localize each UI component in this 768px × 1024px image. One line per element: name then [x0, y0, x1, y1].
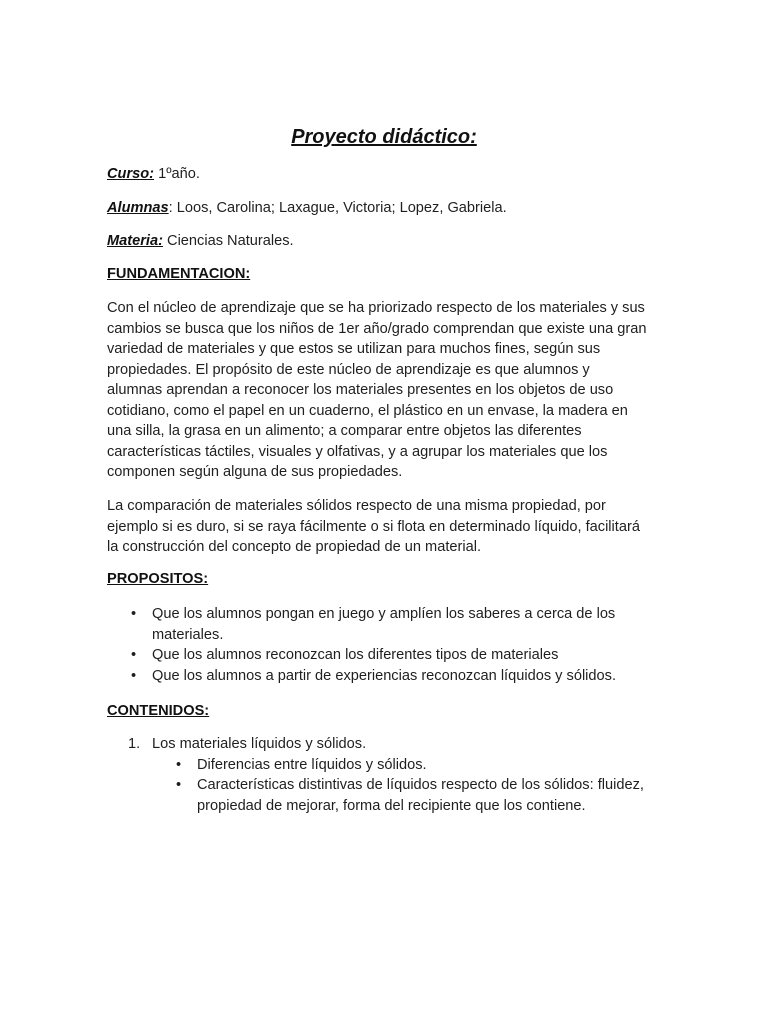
list-item: [107, 666, 647, 687]
subitem-text: Características distintivas de líquidos respecto de los sólidos: fluidez, propiedad de mejorar, forma del recipiente que los contiene.: [197, 777, 644, 814]
materia-field: [107, 231, 667, 252]
item-number: 1.: [128, 736, 141, 752]
propositos-list: [107, 604, 647, 686]
bullet-icon: •: [131, 606, 137, 622]
curso-field: [107, 164, 667, 185]
curso-value: 1ºaño.: [154, 166, 200, 182]
curso-label: Curso:: [107, 166, 155, 182]
proposito-text: Que los alumnos reconozcan los diferentes tipos de materiales: [152, 647, 559, 663]
bullet-icon: •: [176, 777, 182, 793]
proposito-text: Que los alumnos pongan en juego y amplíen los saberes a cerca de los materiales.: [152, 606, 616, 643]
materia-label: Materia:: [107, 233, 163, 249]
propositos-heading: PROPOSITOS:: [107, 571, 209, 587]
fundamentacion-paragraph-1: Con el núcleo de aprendizaje que se ha priorizado respecto de los materiales y sus cambios se busca que los niños de 1er año/grado comprendan que existe una gran variedad de materiales y que estos se utilizan para muchos fines, según sus propiedades. El propósito de este núcleo de aprendizaje es que alumnos y alumnas aprendan a reconocer los materiales presentes en los objetos de uso cotidiano, como el papel en un cuaderno, el plástico en un envase, la madera en una silla, la grasa en un alimento; a comparar entre objetos las diferentes características táctiles, visuales y olfativas, y a agrupar los materiales que los componen según alguna de sus propiedades.: [107, 300, 647, 480]
alumnas-field: [107, 198, 667, 219]
fundamentacion-heading: FUNDAMENTACION:: [107, 266, 251, 282]
bullet-icon: •: [176, 756, 182, 773]
proposito-text: Que los alumnos a partir de experiencias reconozcan líquidos y sólidos.: [152, 667, 617, 684]
subitem-text: Diferencias entre líquidos y sólidos.: [197, 756, 427, 773]
contenidos-sublist: [152, 755, 667, 817]
bullet-icon: •: [131, 647, 137, 663]
list-item: [152, 775, 667, 816]
list-item: [152, 755, 667, 776]
alumnas-label: Alumnas: [107, 200, 169, 216]
document-title: Proyecto didáctico:: [291, 126, 477, 148]
contenidos-heading: CONTENIDOS:: [107, 703, 210, 719]
list-item: [107, 604, 647, 645]
materia-value: Ciencias Naturales.: [162, 233, 294, 249]
bullet-icon: •: [131, 667, 137, 684]
fundamentacion-paragraph-2: La comparación de materiales sólidos respecto de una misma propiedad, por ejemplo si es duro, si se raya fácilmente o si flota en determinado líquido, facilitará la construcción del concepto de propiedad de un material.: [107, 498, 640, 555]
alumnas-value: : Loos, Carolina; Laxague, Victoria; Lopez, Gabriela.: [168, 200, 507, 216]
list-item: [107, 734, 667, 816]
contenidos-list: [107, 734, 667, 816]
contenido-text: Los materiales líquidos y sólidos.: [152, 736, 367, 752]
list-item: [107, 645, 647, 666]
